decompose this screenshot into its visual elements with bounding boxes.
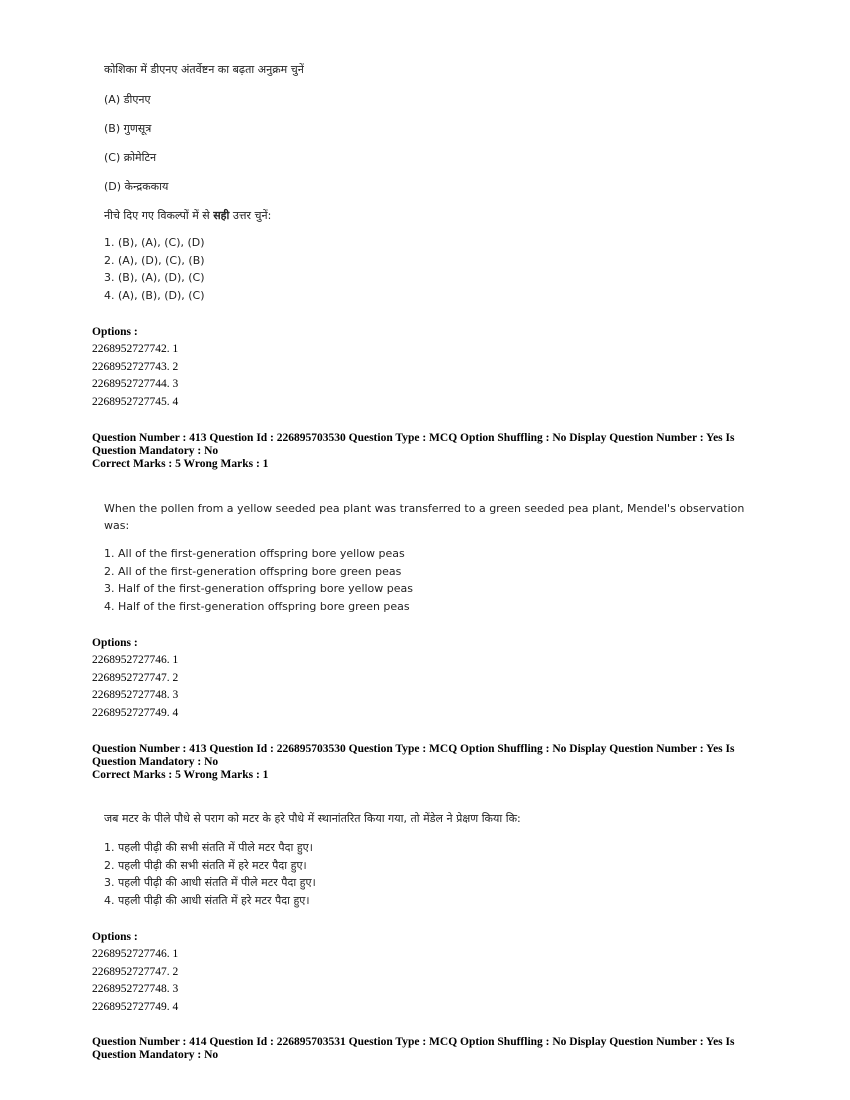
q1-options-label: Options : [92, 326, 138, 338]
q1-choice-1: 1. (B), (A), (C), (D) [104, 236, 205, 249]
q3-choice-2: 2. पहली पीढ़ी की सभी संतति में हरे मटर पैदा हुए। [104, 858, 307, 872]
q3-choice-4: 4. पहली पीढ़ी की आधी संतति में हरे मटर पैदा हुए। [104, 893, 310, 907]
q2-meta-line1: Question Number : 413 Question Id : 226895703530 Question Type : MCQ Option Shuffling : No Display Question Number : Yes Is [92, 432, 735, 444]
q1-option-4: 2268952727745. 4 [92, 395, 179, 408]
q1-choices [104, 236, 205, 306]
q3-meta-line2: Question Mandatory : No [92, 756, 219, 768]
q3-option-4: 2268952727749. 4 [92, 1000, 179, 1013]
q1-choice-4: 4. (A), (B), (D), (C) [104, 288, 205, 302]
q2-option-2: 2268952727747. 2 [92, 671, 179, 684]
q1-stem: कोशिका में डीएनए अंतर्वेष्टन का बढ़ता अनुक्रम चुनें [104, 63, 304, 76]
q2-option-3: 2268952727748. 3 [92, 689, 179, 701]
q2-meta [92, 432, 752, 471]
q4-meta-line2: Question Mandatory : No [92, 1049, 219, 1061]
q4-meta [92, 1036, 752, 1062]
q1-item-a: (A) डीएनए [104, 93, 151, 106]
q3-meta-line1: Question Number : 413 Question Id : 226895703530 Question Type : MCQ Option Shuffling : No Display Question Number : Yes Is [92, 743, 735, 755]
q2-choice-3: 3. Half of the first-generation offspring bore yellow peas [104, 582, 414, 595]
q1-instruction: नीचे दिए गए विकल्पों में से सही उत्तर चुनें: [104, 209, 272, 222]
q3-option-1: 2268952727746. 1 [92, 948, 179, 960]
q1-item-c: (C) क्रोमेटिन [104, 151, 157, 164]
q1-options [92, 341, 178, 411]
q1-choice-3: 3. (B), (A), (D), (C) [104, 271, 205, 284]
q3-stem: जब मटर के पीले पौधे से पराग को मटर के हरे पौधे में स्थानांतरित किया गया, तो मेंडेल ने प्रेक्षण किया कि: [104, 812, 521, 825]
q3-options [92, 946, 178, 1016]
q1-choice-2: 2. (A), (D), (C), (B) [104, 253, 205, 267]
q2-marks: Correct Marks : 5 Wrong Marks : 1 [92, 458, 269, 470]
q3-options-label: Options : [92, 931, 138, 943]
q1-item-b: (B) गुणसूत्र [104, 122, 152, 135]
q3-meta [92, 743, 752, 782]
q2-choice-2: 2. All of the first-generation offspring bore green peas [104, 564, 402, 578]
q3-choice-1: 1. पहली पीढ़ी की सभी संतति में पीले मटर पैदा हुए। [104, 841, 313, 854]
q1-option-3: 2268952727744. 3 [92, 378, 179, 390]
q2-stem-line2: was: [104, 519, 130, 532]
q1-option-1: 2268952727742. 1 [92, 343, 179, 355]
q1-item-d: (D) केन्द्रककाय [104, 180, 169, 193]
q3-marks: Correct Marks : 5 Wrong Marks : 1 [92, 769, 269, 781]
q2-choice-4: 4. Half of the first-generation offspring bore green peas [104, 599, 410, 613]
q2-option-1: 2268952727746. 1 [92, 654, 179, 666]
q3-choices [104, 840, 316, 910]
q2-meta-line2: Question Mandatory : No [92, 445, 219, 457]
q2-stem-line1: When the pollen from a yellow seeded pea plant was transferred to a green seeded pea plant, Mendel's observation [104, 502, 745, 515]
q2-option-4: 2268952727749. 4 [92, 706, 179, 719]
q4-meta-line1: Question Number : 414 Question Id : 226895703531 Question Type : MCQ Option Shuffling : No Display Question Number : Yes Is [92, 1036, 735, 1048]
q3-option-2: 2268952727747. 2 [92, 965, 179, 978]
q2-options-label: Options : [92, 637, 138, 649]
q2-options [92, 652, 178, 722]
q1-option-2: 2268952727743. 2 [92, 360, 179, 373]
q2-choice-1: 1. All of the first-generation offspring bore yellow peas [104, 547, 405, 560]
q3-choice-3: 3. पहली पीढ़ी की आधी संतति में पीले मटर पैदा हुए। [104, 876, 316, 889]
q2-choices [104, 547, 413, 617]
q3-option-3: 2268952727748. 3 [92, 983, 179, 995]
